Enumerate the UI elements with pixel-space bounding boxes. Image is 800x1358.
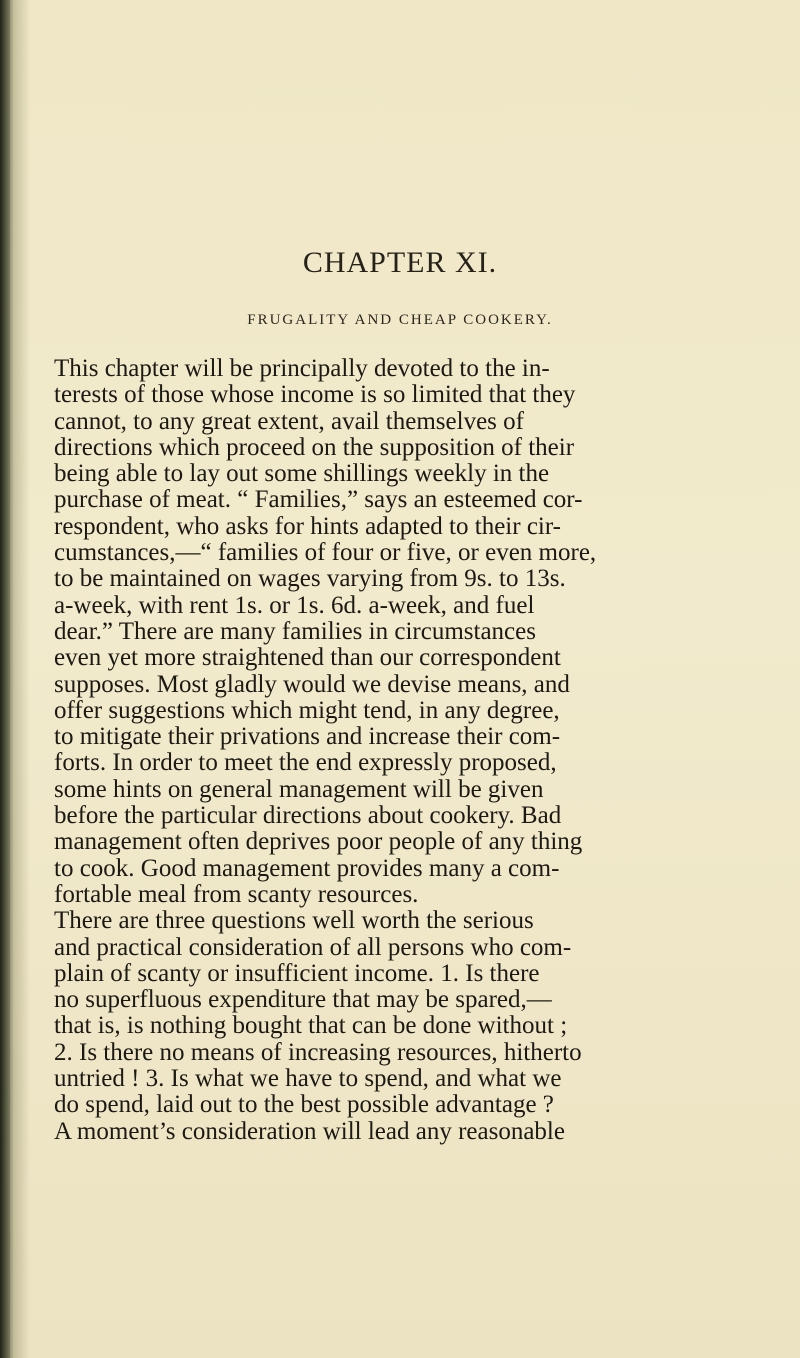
text-line: This chapter will be principally devoted to the in- [54, 355, 550, 382]
text-line: before the particular directions about cookery. Bad [54, 802, 562, 830]
chapter-title: CHAPTER XI. [302, 246, 498, 279]
text-line: supposes. Most gladly would we devise means, and [54, 670, 570, 698]
text-line: to mitigate their privations and increase their com- [54, 723, 561, 751]
text-line: untried ! 3. Is what we have to spend, and what we [54, 1065, 562, 1093]
text-line: to cook. Good management provides many a com- [54, 854, 560, 882]
text-line: fortable meal from scanty resources. [54, 880, 419, 908]
text-line: being able to lay out some shillings weekly in the [54, 460, 550, 488]
body-text [54, 356, 766, 1145]
text-line: terests of those whose income is so limited that they [54, 381, 576, 409]
text-line: a-week, with rent 1s. or 1s. 6d. a-week, and fuel [54, 591, 535, 619]
text-line: that is, is nothing bought that can be done without ; [54, 1012, 568, 1040]
text-line: to be maintained on wages varying from 9s. to 13s. [54, 565, 566, 593]
text-line: and practical consideration of all persons who com- [54, 933, 572, 961]
text-line: 2. Is there no means of increasing resources, hitherto [54, 1038, 582, 1066]
text-line: even yet more straightened than our correspondent [54, 644, 561, 672]
text-line: management often deprives poor people of any thing [54, 828, 583, 856]
text-line: purchase of meat. “ Families,” says an esteemed cor- [54, 486, 583, 514]
text-line: no superfluous expenditure that may be spared,— [54, 986, 552, 1014]
page-gutter-shadow [0, 0, 10, 1358]
text-line: respondent, who asks for hints adapted to their cir- [54, 512, 562, 540]
chapter-subtitle: FRUGALITY AND CHEAP COOKERY. [247, 312, 553, 328]
text-line: offer suggestions which might tend, in any degree, [54, 696, 560, 724]
text-line: cumstances,—“ families of four or five, or even more, [54, 539, 597, 567]
text-line: plain of scanty or insufficient income. 1. Is there [54, 959, 540, 987]
text-line: A moment’s consideration will lead any reasonable [54, 1117, 565, 1145]
text-line: some hints on general management will be given [54, 775, 544, 803]
text-line: directions which proceed on the supposition of their [54, 433, 575, 461]
text-line: There are three questions well worth the serious [54, 907, 534, 935]
text-line: do spend, laid out to the best possible advantage ? [54, 1091, 554, 1119]
text-line: forts. In order to meet the end expressly proposed, [54, 749, 557, 777]
text-line: cannot, to any great extent, avail themselves of [54, 407, 524, 435]
text-line: dear.” There are many families in circumstances [54, 617, 536, 645]
